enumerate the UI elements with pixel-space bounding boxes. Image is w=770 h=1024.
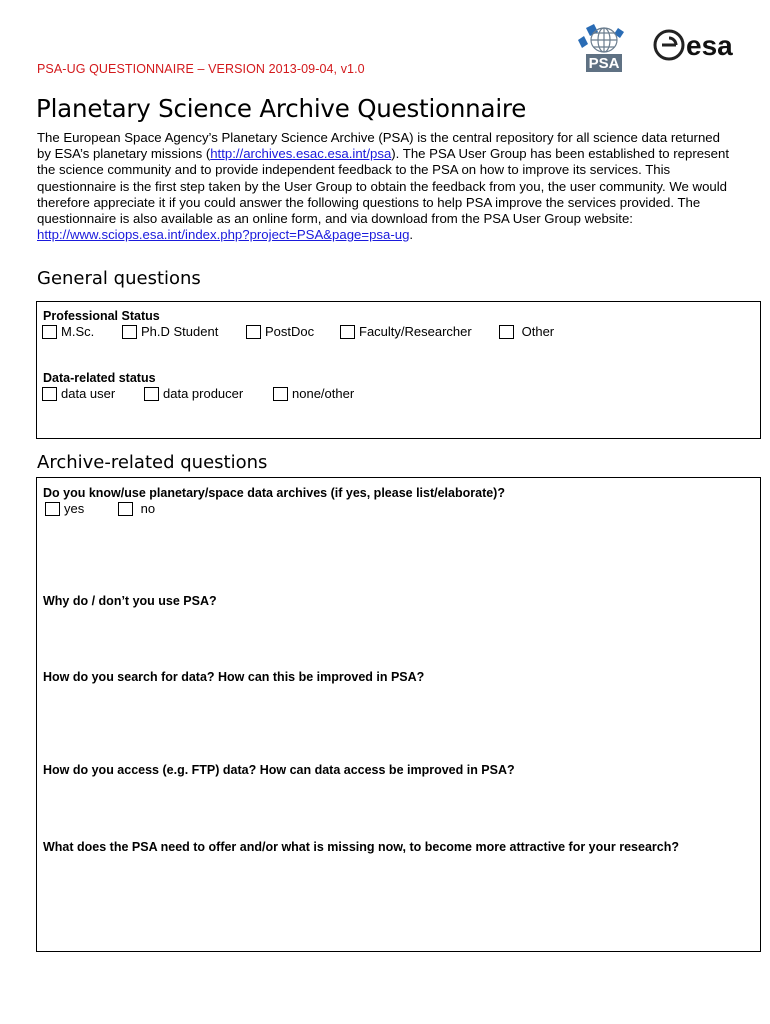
checkbox-yes[interactable] (45, 502, 60, 516)
psa-ug-website-link[interactable]: http://www.sciops.esa.int/index.php?project=PSA&page=psa-ug (37, 227, 410, 243)
professional-status-label: Professional Status (43, 309, 160, 323)
checkbox-data-producer[interactable] (144, 387, 159, 401)
checkbox-postdoc[interactable] (246, 325, 261, 339)
intro-text-1: The European Space Agency’s Planetary Science Archive (PSA) is the central repository for all science data returned by ESA’s planetary missions ( (37, 130, 720, 162)
option-other[interactable] (499, 324, 554, 339)
option-data-producer[interactable] (144, 386, 243, 401)
option-faculty-researcher-label: Faculty/Researcher (359, 324, 472, 339)
esa-logo-graphic (652, 28, 748, 62)
archive-questions-heading: Archive-related questions (37, 452, 268, 473)
question-search-data: How do you search for data? How can this be improved in PSA? (43, 670, 425, 684)
checkbox-faculty-researcher[interactable] (340, 325, 355, 339)
checkbox-none-other[interactable] (273, 387, 288, 401)
option-yes[interactable] (45, 501, 84, 516)
checkbox-phd-student[interactable] (122, 325, 137, 339)
option-data-producer-label: data producer (163, 386, 244, 401)
checkbox-no[interactable] (118, 502, 133, 516)
general-questions-heading: General questions (37, 268, 201, 289)
option-msc[interactable] (42, 324, 94, 339)
version-header: PSA-UG QUESTIONNAIRE – VERSION 2013-09-04, v1.0 (37, 62, 365, 76)
option-data-user-label: data user (61, 386, 116, 401)
option-faculty-researcher[interactable] (340, 324, 472, 339)
checkbox-msc[interactable] (42, 325, 57, 339)
option-none-other[interactable] (273, 386, 354, 401)
checkbox-other[interactable] (499, 325, 514, 339)
option-postdoc-label: PostDoc (265, 324, 315, 339)
psa-logo (572, 22, 634, 74)
page-title: Planetary Science Archive Questionnaire (36, 94, 527, 123)
question-archives-usage: Do you know/use planetary/space data archives (if yes, please list/elaborate)? (43, 486, 505, 500)
intro-text-3: . (409, 227, 414, 243)
option-phd-student[interactable] (122, 324, 218, 339)
question-access-data: How do you access (e.g. FTP) data? How can data access be improved in PSA? (43, 763, 515, 777)
question-why-use-psa: Why do / don’t you use PSA? (43, 594, 217, 608)
checkbox-data-user[interactable] (42, 387, 57, 401)
esa-logo-text: esa (686, 30, 733, 61)
option-no[interactable] (118, 501, 155, 516)
option-data-user[interactable] (42, 386, 115, 401)
intro-paragraph (37, 130, 737, 243)
psa-logo-text: PSA (588, 55, 620, 72)
question-what-missing: What does the PSA need to offer and/or what is missing now, to become more attractive for your research? (43, 840, 680, 854)
psa-archive-link[interactable]: http://archives.esac.esa.int/psa (210, 146, 392, 162)
option-phd-student-label: Ph.D Student (141, 324, 219, 339)
intro-text-2: ). The PSA User Group has been established to represent the science community and to provide independent feedback to the PSA on how to improve its services. This questionnaire is the first step taken by the User Group to obtain the feedback from you, the user community. We would therefore appreciate it if you could answer the following questions to help PSA improve the services provided. The questionnaire is also available as an online form, and via download from the PSA User Group website: (37, 146, 729, 227)
general-questions-box (36, 301, 761, 439)
option-no-label: no (140, 501, 156, 516)
option-postdoc[interactable] (246, 324, 314, 339)
option-other-label: Other (521, 324, 555, 339)
option-none-other-label: none/other (292, 386, 355, 401)
option-msc-label: M.Sc. (61, 324, 95, 339)
psa-logo-graphic (572, 22, 634, 74)
archive-questions-box (36, 477, 761, 952)
option-yes-label: yes (64, 501, 85, 516)
esa-logo (652, 28, 748, 62)
data-related-status-label: Data-related status (43, 371, 156, 385)
